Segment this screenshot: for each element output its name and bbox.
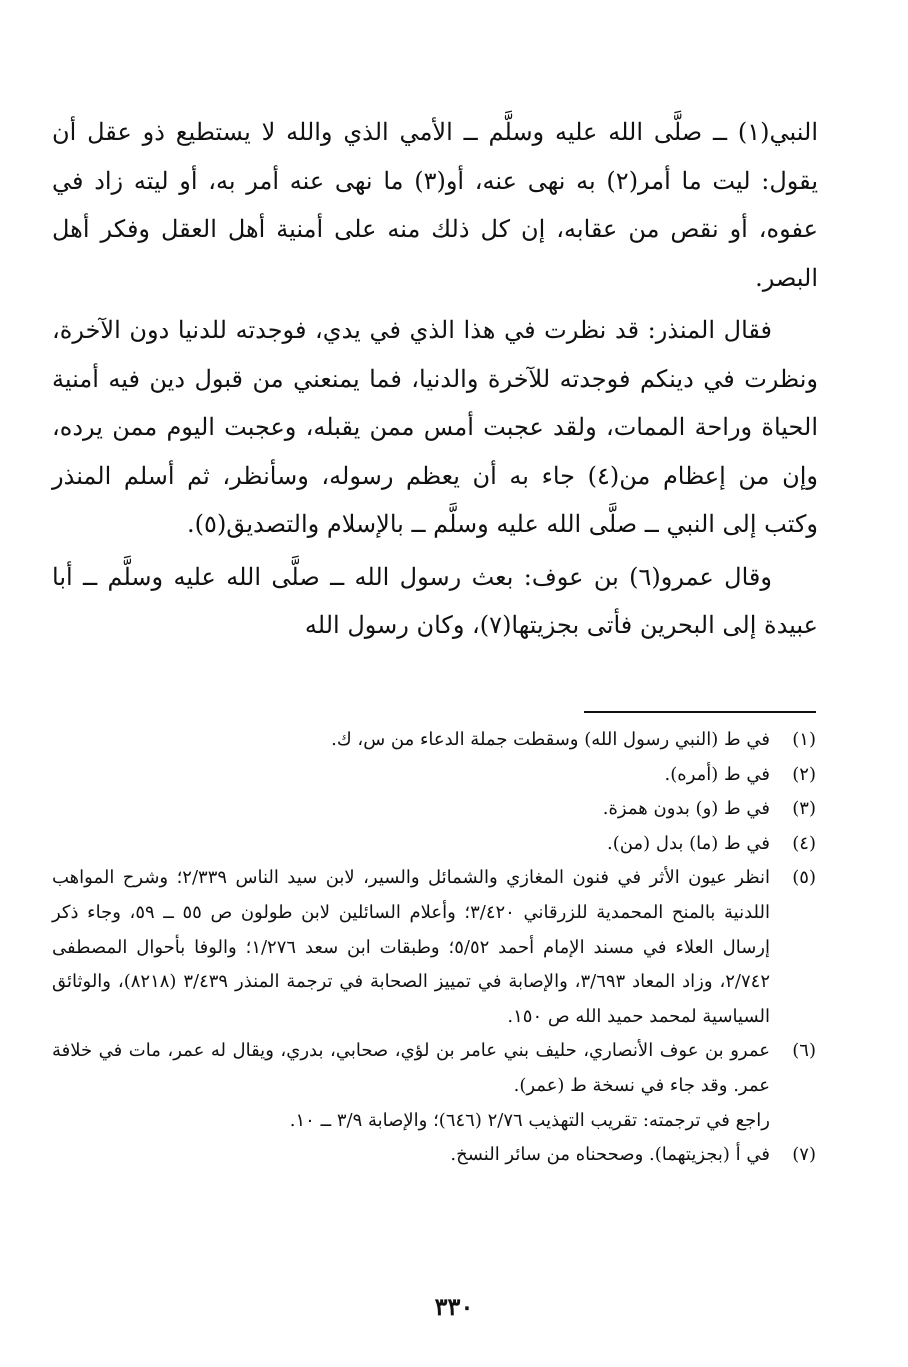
footnote-divider [584,711,816,713]
footnote-2 [52,758,816,793]
footnote-3 [52,792,816,827]
footnote-number: (٤) [792,832,816,854]
footnote-6 [52,1034,816,1103]
footnote-7 [52,1138,816,1173]
footnote-6-continuation: راجع في ترجمته: تقريب التهذيب ٢/٧٦ (٦٤٦)؛ والإصابة ٣/٩ ــ ١٠. [289,1109,770,1131]
footnote-number: (٧) [792,1144,816,1166]
footnote-1 [52,723,816,758]
footnote-text: في ط (ما) بدل (من). [607,832,770,854]
paragraph-1: النبي(١) ــ صلَّى الله عليه وسلَّم ــ الأمي الذي والله لا يستطيع ذو عقل أن يقول: ليت ما أمر(٢) به نهى عنه، أو(٣) ما نهى عنه أمر به، أو ليته زاد في عفوه، أو نقص من عقابه، إن كل ذلك منه على أمنية أهل العقل وفكر أهل البصر. [52,118,819,292]
footnote-text: انظر عيون الأثر في فنون المغازي والشمائل والسير، لابن سيد الناس ٢/٣٣٩؛ وشرح المواهب اللدنية بالمنح المحمدية للزرقاني ٣/٤٢٠؛ وأعلام السائلين لابن طولون ص ٥٥ ــ ٥٩، وجاء ذكر إرسال العلاء في مسند الإمام أحمد ٥/٥٢؛ وطبقات ابن سعد ١/٢٧٦؛ والوفا بأحوال المصطفى ٢/٧٤٢، وزاد المعاد ٣/٦٩٣، والإصابة في تمييز الصحابة في ترجمة المنذر ٣/٤٣٩ (٨٢١٨)، والوثائق السياسية لمحمد حميد الله ص ١٥٠. [52,867,771,1027]
footnote-text: في ط (النبي رسول الله) وسقطت جملة الدعاء من س، ك. [331,729,770,750]
main-text [52,108,818,654]
footnotes [52,723,816,1173]
paragraph-3: وقال عمرو(٦) بن عوف: بعث رسول الله ــ صلَّى الله عليه وسلَّم ــ أبا عبيدة إلى البحرين فأتى بجزيتها(٧)، وكان رسول الله [52,562,818,639]
footnote-text: في ط (و) بدون همزة. [602,798,770,820]
footnote-5 [52,861,816,1034]
paragraph-2: فقال المنذر: قد نظرت في هذا الذي في يدي، فوجدته للدنيا دون الآخرة، ونظرت في دينكم فوجدته للآخرة والدنيا، فما يمنعني من قبول دين فيه أمنية الحياة وراحة الممات، ولقد عجبت أمس ممن يقبله، وعجبت اليوم ممن يرده، وإن من إعظام من(٤) جاء به أن يعظم رسوله، وسأنظر، ثم أسلم المنذر وكتب إلى النبي ــ صلَّى الله عليه وسلَّم ــ بالإسلام والتصديق(٥). [52,316,819,538]
footnote-4 [52,827,816,862]
footnote-text: في أ (بجزيتهما). وصححناه من سائر النسخ. [450,1144,770,1166]
footnote-number: (١) [792,729,816,750]
footnote-number: (٢) [792,763,816,785]
footnote-text: في ط (أمره). [664,763,770,785]
page-number: ٣٣٠ [434,1292,474,1321]
footnote-number: (٣) [792,798,816,820]
footnote-text: عمرو بن عوف الأنصاري، حليف بني عامر بن لؤي، صحابي، بدري، ويقال له عمر، مات في خلافة عمر. وقد جاء في نسخة ط (عمر). [52,1040,770,1096]
footnote-number: (٥) [792,867,816,889]
footnote-number: (٦) [792,1040,816,1062]
